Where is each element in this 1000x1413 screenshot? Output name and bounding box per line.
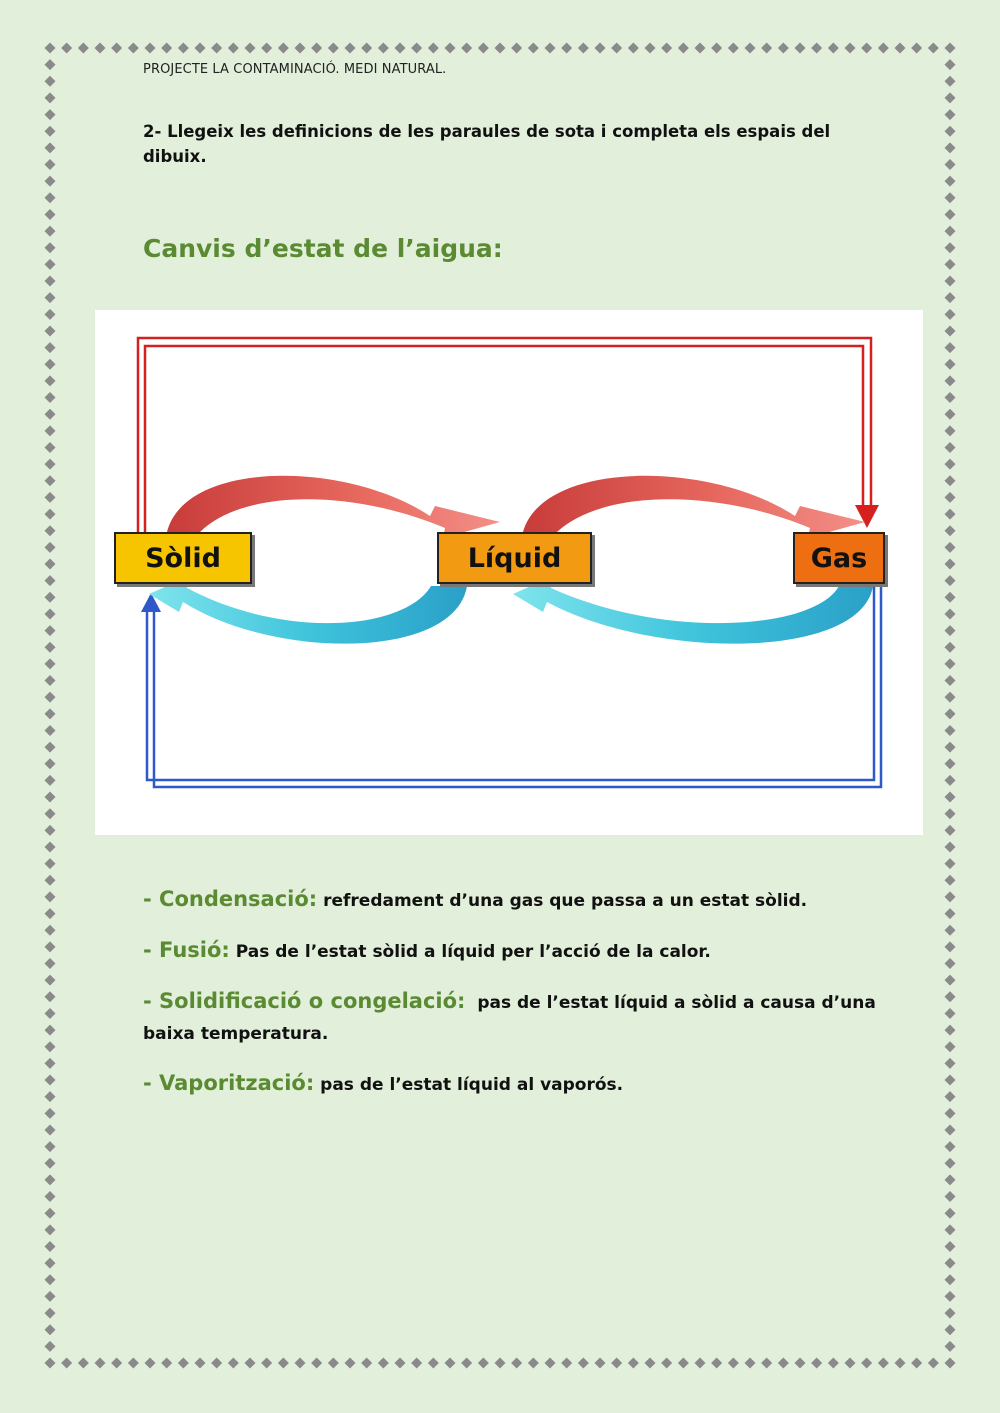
border-diamond — [945, 758, 956, 769]
border-diamond — [745, 43, 756, 54]
exercise-instruction: 2- Llegeix les definicions de les paraules de sota i completa els espais del dibuix. — [143, 122, 831, 166]
border-diamond — [45, 509, 56, 520]
border-diamond — [945, 92, 956, 103]
border-diamond — [111, 43, 122, 54]
border-diamond — [945, 675, 956, 686]
border-diamond — [45, 1174, 56, 1185]
border-diamond — [828, 43, 839, 54]
border-diamond — [45, 608, 56, 619]
border-diamond — [45, 575, 56, 586]
border-diamond — [945, 342, 956, 353]
border-diamond — [945, 1008, 956, 1019]
border-diamond — [45, 276, 56, 287]
border-diamond — [45, 92, 56, 103]
border-diamond — [861, 1358, 872, 1369]
border-diamond — [45, 209, 56, 220]
border-diamond — [145, 1358, 156, 1369]
border-diamond — [945, 192, 956, 203]
border-diamond — [661, 43, 672, 54]
border-diamond — [795, 43, 806, 54]
border-diamond — [945, 159, 956, 170]
state-box-gas: Gas — [793, 532, 885, 584]
border-diamond — [945, 259, 956, 270]
border-diamond — [745, 1358, 756, 1369]
border-diamond — [378, 43, 389, 54]
border-diamond — [628, 43, 639, 54]
border-diamond — [45, 176, 56, 187]
border-diamond — [445, 1358, 456, 1369]
border-diamond — [45, 891, 56, 902]
border-diamond — [461, 43, 472, 54]
border-diamond — [945, 1208, 956, 1219]
border-diamond — [945, 1324, 956, 1335]
border-diamond — [45, 1191, 56, 1202]
border-diamond — [945, 1141, 956, 1152]
border-diamond — [678, 1358, 689, 1369]
border-diamond — [45, 309, 56, 320]
border-diamond — [45, 841, 56, 852]
border-diamond — [45, 1091, 56, 1102]
definition-term: - Vaporització: — [143, 1071, 315, 1095]
border-diamond — [411, 43, 422, 54]
border-diamond — [945, 1075, 956, 1086]
border-diamond — [95, 1358, 106, 1369]
vaporization-arrow — [523, 476, 865, 538]
border-diamond — [945, 325, 956, 336]
border-diamond — [895, 43, 906, 54]
border-diamond — [45, 758, 56, 769]
border-diamond — [945, 908, 956, 919]
border-diamond — [45, 958, 56, 969]
border-diamond — [45, 692, 56, 703]
border-diamond — [245, 1358, 256, 1369]
border-diamond — [45, 542, 56, 553]
border-diamond — [945, 375, 956, 386]
border-diamond — [45, 292, 56, 303]
border-diamond — [645, 43, 656, 54]
border-diamond — [45, 43, 56, 54]
border-diamond — [945, 276, 956, 287]
border-diamond — [245, 43, 256, 54]
border-diamond — [45, 259, 56, 270]
border-diamond — [45, 625, 56, 636]
border-diamond — [945, 559, 956, 570]
border-diamond — [45, 1224, 56, 1235]
border-diamond — [45, 991, 56, 1002]
border-diamond — [45, 825, 56, 836]
state-box-solid: Sòlid — [114, 532, 252, 584]
border-diamond — [45, 925, 56, 936]
border-diamond — [495, 1358, 506, 1369]
border-diamond — [945, 59, 956, 70]
border-diamond — [945, 409, 956, 420]
border-diamond — [45, 658, 56, 669]
border-diamond — [45, 941, 56, 952]
border-diamond — [778, 43, 789, 54]
water-state-diagram — [95, 310, 923, 835]
border-diamond — [945, 242, 956, 253]
border-diamond — [128, 1358, 139, 1369]
border-diamond — [45, 359, 56, 370]
border-diamond — [945, 442, 956, 453]
border-diamond — [945, 292, 956, 303]
border-diamond — [45, 1008, 56, 1019]
border-diamond — [795, 1358, 806, 1369]
border-diamond — [911, 1358, 922, 1369]
border-diamond — [945, 43, 956, 54]
border-diamond — [945, 958, 956, 969]
border-diamond — [945, 475, 956, 486]
border-diamond — [45, 1274, 56, 1285]
definition-term: - Solidificació o congelació: — [143, 989, 466, 1013]
border-diamond — [945, 1041, 956, 1052]
border-diamond — [228, 43, 239, 54]
border-diamond — [945, 925, 956, 936]
border-diamond — [528, 1358, 539, 1369]
border-diamond — [945, 941, 956, 952]
border-diamond — [945, 525, 956, 536]
fusion-arrow — [167, 476, 500, 538]
border-diamond — [45, 675, 56, 686]
border-diamond — [861, 43, 872, 54]
border-diamond — [45, 975, 56, 986]
definition-condensation — [143, 884, 883, 917]
border-diamond — [328, 1358, 339, 1369]
border-diamond — [578, 43, 589, 54]
border-diamond — [261, 1358, 272, 1369]
border-diamond — [561, 43, 572, 54]
definition-vaporization — [143, 1068, 883, 1101]
border-diamond — [945, 1124, 956, 1135]
border-diamond — [945, 708, 956, 719]
border-diamond — [45, 808, 56, 819]
border-diamond — [761, 43, 772, 54]
border-diamond — [945, 775, 956, 786]
border-diamond — [778, 1358, 789, 1369]
border-diamond — [45, 1108, 56, 1119]
border-diamond — [45, 126, 56, 137]
border-diamond — [945, 575, 956, 586]
border-diamond — [945, 1274, 956, 1285]
border-diamond — [695, 43, 706, 54]
border-diamond — [45, 792, 56, 803]
border-diamond — [945, 1091, 956, 1102]
border-diamond — [95, 43, 106, 54]
border-diamond — [45, 492, 56, 503]
border-diamond — [278, 1358, 289, 1369]
border-diamond — [45, 142, 56, 153]
border-diamond — [511, 1358, 522, 1369]
border-diamond — [361, 43, 372, 54]
red-arrowhead — [855, 505, 879, 528]
border-diamond — [45, 1141, 56, 1152]
border-diamond — [945, 1308, 956, 1319]
border-diamond — [945, 742, 956, 753]
border-diamond — [45, 708, 56, 719]
border-diamond — [445, 43, 456, 54]
state-box-liquid: Líquid — [437, 532, 592, 584]
border-diamond — [945, 1358, 956, 1369]
border-diamond — [761, 1358, 772, 1369]
border-diamond — [945, 825, 956, 836]
border-diamond — [45, 1025, 56, 1036]
border-diamond — [45, 475, 56, 486]
border-diamond — [228, 1358, 239, 1369]
border-diamond — [478, 43, 489, 54]
border-diamond — [428, 1358, 439, 1369]
border-diamond — [45, 226, 56, 237]
border-diamond — [945, 142, 956, 153]
border-diamond — [711, 43, 722, 54]
border-diamond — [45, 342, 56, 353]
border-diamond — [661, 1358, 672, 1369]
border-diamond — [645, 1358, 656, 1369]
border-diamond — [878, 43, 889, 54]
border-diamond — [945, 1191, 956, 1202]
section-title: Canvis d’estat de l’aigua: — [143, 234, 503, 263]
border-diamond — [45, 1324, 56, 1335]
border-diamond — [45, 592, 56, 603]
border-diamond — [45, 525, 56, 536]
border-diamond — [45, 725, 56, 736]
border-diamond — [945, 309, 956, 320]
border-diamond — [45, 425, 56, 436]
border-diamond — [845, 1358, 856, 1369]
border-diamond — [45, 159, 56, 170]
border-diamond — [45, 1208, 56, 1219]
border-diamond — [311, 1358, 322, 1369]
border-diamond — [628, 1358, 639, 1369]
border-diamond — [678, 43, 689, 54]
border-diamond — [561, 1358, 572, 1369]
definition-fusion — [143, 935, 883, 968]
border-diamond — [45, 409, 56, 420]
border-diamond — [195, 43, 206, 54]
border-diamond — [361, 1358, 372, 1369]
border-diamond — [945, 1025, 956, 1036]
border-diamond — [528, 43, 539, 54]
border-diamond — [945, 459, 956, 470]
border-diamond — [45, 76, 56, 87]
border-diamond — [345, 43, 356, 54]
border-diamond — [895, 1358, 906, 1369]
border-diamond — [461, 1358, 472, 1369]
border-diamond — [45, 559, 56, 570]
definitions-list — [143, 884, 883, 1119]
border-diamond — [945, 841, 956, 852]
border-diamond — [161, 1358, 172, 1369]
border-diamond — [945, 875, 956, 886]
border-diamond — [45, 1158, 56, 1169]
definition-text: pas de l’estat líquid a sòlid a causa d’una baixa temperatura. — [143, 993, 876, 1044]
definition-term: - Fusió: — [143, 938, 230, 962]
page-header: PROJECTE LA CONTAMINACIÓ. MEDI NATURAL. — [143, 62, 447, 77]
border-diamond — [578, 1358, 589, 1369]
border-diamond — [45, 1041, 56, 1052]
border-diamond — [878, 1358, 889, 1369]
border-diamond — [945, 858, 956, 869]
border-diamond — [45, 59, 56, 70]
border-diamond — [945, 792, 956, 803]
border-diamond — [45, 242, 56, 253]
border-diamond — [45, 858, 56, 869]
border-diamond — [511, 43, 522, 54]
border-diamond — [945, 891, 956, 902]
border-diamond — [945, 226, 956, 237]
border-diamond — [695, 1358, 706, 1369]
border-diamond — [45, 1241, 56, 1252]
border-diamond — [178, 43, 189, 54]
border-diamond — [945, 658, 956, 669]
border-diamond — [278, 43, 289, 54]
border-diamond — [945, 1058, 956, 1069]
border-diamond — [945, 492, 956, 503]
border-diamond — [945, 1258, 956, 1269]
border-diamond — [711, 1358, 722, 1369]
border-diamond — [945, 76, 956, 87]
border-diamond — [945, 392, 956, 403]
border-diamond — [411, 1358, 422, 1369]
border-diamond — [945, 542, 956, 553]
border-diamond — [211, 43, 222, 54]
border-diamond — [45, 742, 56, 753]
border-diamond — [378, 1358, 389, 1369]
border-diamond — [45, 1124, 56, 1135]
border-diamond — [295, 43, 306, 54]
border-diamond — [145, 43, 156, 54]
border-diamond — [311, 43, 322, 54]
border-diamond — [261, 43, 272, 54]
border-diamond — [428, 43, 439, 54]
definition-term: - Condensació: — [143, 887, 318, 911]
border-diamond — [61, 1358, 72, 1369]
solidification-arrow — [149, 578, 467, 644]
border-diamond — [45, 1291, 56, 1302]
border-diamond — [45, 325, 56, 336]
border-diamond — [945, 359, 956, 370]
border-diamond — [945, 1108, 956, 1119]
border-diamond — [845, 43, 856, 54]
border-diamond — [945, 642, 956, 653]
border-diamond — [828, 1358, 839, 1369]
definition-text: Pas de l’estat sòlid a líquid per l’acció de la calor. — [235, 942, 711, 962]
definition-text: refredament d’una gas que passa a un estat sòlid. — [323, 891, 808, 911]
border-diamond — [945, 1291, 956, 1302]
border-diamond — [945, 1174, 956, 1185]
border-diamond — [495, 43, 506, 54]
border-diamond — [78, 1358, 89, 1369]
border-diamond — [945, 975, 956, 986]
border-diamond — [45, 442, 56, 453]
border-diamond — [945, 991, 956, 1002]
border-diamond — [545, 43, 556, 54]
border-diamond — [945, 176, 956, 187]
border-diamond — [728, 1358, 739, 1369]
border-diamond — [45, 1308, 56, 1319]
border-diamond — [78, 43, 89, 54]
border-diamond — [945, 209, 956, 220]
border-diamond — [945, 625, 956, 636]
border-diamond — [45, 1075, 56, 1086]
border-diamond — [595, 43, 606, 54]
border-diamond — [45, 642, 56, 653]
border-diamond — [811, 43, 822, 54]
border-diamond — [161, 43, 172, 54]
border-diamond — [211, 1358, 222, 1369]
border-diamond — [945, 808, 956, 819]
border-diamond — [45, 908, 56, 919]
border-diamond — [945, 509, 956, 520]
border-diamond — [111, 1358, 122, 1369]
border-diamond — [945, 1224, 956, 1235]
border-diamond — [611, 43, 622, 54]
border-diamond — [945, 1241, 956, 1252]
border-diamond — [945, 1158, 956, 1169]
border-diamond — [911, 43, 922, 54]
border-diamond — [478, 1358, 489, 1369]
border-diamond — [328, 43, 339, 54]
border-diamond — [45, 392, 56, 403]
border-diamond — [45, 459, 56, 470]
border-diamond — [811, 1358, 822, 1369]
border-diamond — [295, 1358, 306, 1369]
border-diamond — [945, 725, 956, 736]
border-diamond — [945, 692, 956, 703]
border-diamond — [61, 43, 72, 54]
definition-solidification — [143, 986, 883, 1050]
border-diamond — [945, 126, 956, 137]
border-diamond — [945, 1341, 956, 1352]
border-diamond — [45, 1358, 56, 1369]
border-diamond — [928, 43, 939, 54]
border-diamond — [45, 109, 56, 120]
border-diamond — [611, 1358, 622, 1369]
border-diamond — [45, 1058, 56, 1069]
border-diamond — [945, 592, 956, 603]
border-diamond — [545, 1358, 556, 1369]
border-diamond — [595, 1358, 606, 1369]
border-diamond — [945, 109, 956, 120]
condensation-arrow — [513, 578, 873, 644]
border-diamond — [45, 192, 56, 203]
border-diamond — [45, 875, 56, 886]
border-diamond — [945, 425, 956, 436]
border-diamond — [195, 1358, 206, 1369]
definition-text: pas de l’estat líquid al vaporós. — [320, 1075, 624, 1095]
border-diamond — [45, 1341, 56, 1352]
border-diamond — [45, 375, 56, 386]
border-diamond — [345, 1358, 356, 1369]
border-diamond — [395, 1358, 406, 1369]
border-diamond — [45, 775, 56, 786]
border-diamond — [928, 1358, 939, 1369]
border-diamond — [728, 43, 739, 54]
border-diamond — [45, 1258, 56, 1269]
border-diamond — [178, 1358, 189, 1369]
border-diamond — [945, 608, 956, 619]
border-diamond — [395, 43, 406, 54]
border-diamond — [128, 43, 139, 54]
